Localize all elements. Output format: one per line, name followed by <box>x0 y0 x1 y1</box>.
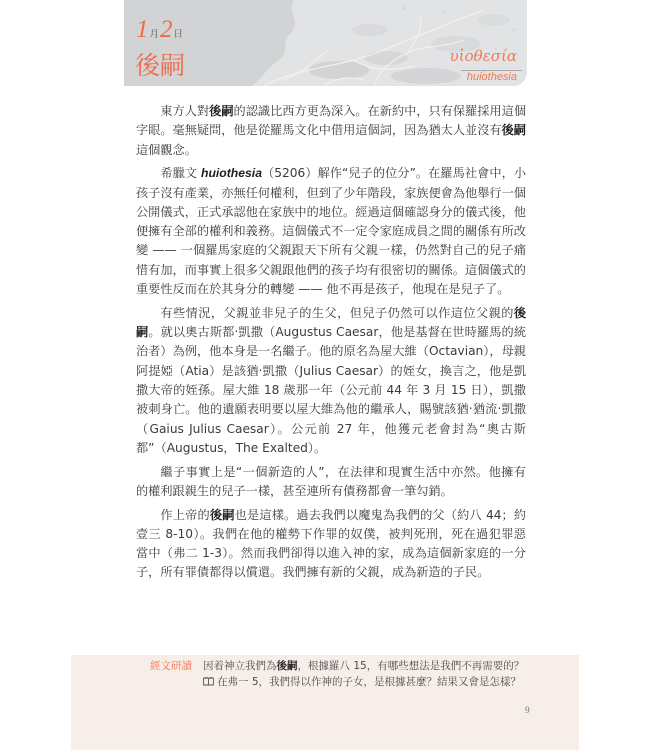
emphasis-keyword: 後嗣 <box>209 104 234 118</box>
text-run: 作上帝的 <box>160 507 210 522</box>
page-title: 後嗣 <box>135 51 186 80</box>
text-run: ”，在法律和現實生活中亦然。他擁有的權利跟親生的兒子一樣，甚至連所有債務都會一筆勾銷。 <box>136 464 526 498</box>
book-icon <box>203 677 214 686</box>
emphasis-keyword: 後嗣 <box>209 507 235 522</box>
kai-emphasis: 兒子了 <box>460 282 498 297</box>
paragraph <box>136 506 526 583</box>
date-month: 1 <box>136 16 149 43</box>
emphasis-keyword: 後嗣 <box>276 660 298 672</box>
text-run: 因着神立我們為 <box>203 660 277 672</box>
text-run: ，根據羅八 15，有哪些想法是我們不再需要的？ <box>297 660 525 672</box>
text-run: —— 一個羅馬家庭的父親跟天下所有父親一樣，仍然對自己的兒子痛惜有加，而事實上很多父親跟他們的孩子均有很密切的關係。這個儀式的重要性反而在於其 <box>136 243 527 297</box>
date-day: 2 <box>160 16 173 43</box>
text-run: 也是這樣。過去我們以魔鬼為我們的父（約八 44；約壹三 8-10）。我們在他的權勢下作罪的奴僕，被判死刑，死在過犯罪惡當中（弗二 1-3）。然而我們卻得以進入神的家，成為這個新家庭的一分子，所有罪債都得以償還。我們擁有新的父親，成為新造的子民。 <box>136 507 527 580</box>
page-header <box>124 0 527 86</box>
scripture-study-box <box>71 655 579 750</box>
article-body <box>136 102 526 587</box>
devotion-date <box>136 17 184 47</box>
emphasis-keyword: 後嗣 <box>136 305 527 340</box>
text-run: 這個觀念。 <box>136 142 197 157</box>
text-run: 的認識比西方更為深入。在新約中，只有保羅採用這個字眼。毫無疑問，他是從羅馬文化中借用這個詞，因為猶太人並沒有 <box>136 104 527 138</box>
paragraph <box>136 304 526 458</box>
greek-word: υἱοθεσία <box>449 47 517 65</box>
text-run: ，但兒子仍然可以作這位父親的 <box>337 305 514 320</box>
kai-emphasis: 並非兒子的生父 <box>248 305 338 320</box>
greek-term: huiothesia <box>201 166 262 181</box>
text-run: ，他現在是 <box>399 282 461 297</box>
page-number: 9 <box>525 706 530 716</box>
kai-emphasis: 身分的轉變 <box>233 282 295 297</box>
study-question <box>203 658 524 674</box>
scripture-study-label: 經文研讀 <box>150 660 192 672</box>
text-run: 希臘文 <box>160 166 202 181</box>
text-run: —— 他不再是 <box>294 282 376 297</box>
text-run: 。 <box>497 282 510 297</box>
study-questions <box>203 658 524 690</box>
paragraph <box>136 463 526 502</box>
study-question <box>203 674 524 690</box>
kai-emphasis: 關係有所改變 <box>136 224 526 258</box>
text-run: 東方人對 <box>160 104 210 118</box>
paragraph <box>136 164 526 299</box>
text-run: （5206）解作“兒子的位分”。在羅馬社會中，小孩子沒有產業，亦無任何權利，但到了少年階段，家族便會為他舉行一個公開儀式，正式承認他在家族中的地位。經過這個確認身分的儀式後，他便擁有全部的權利和義務。這個儀式不一定令家庭成員之間的 <box>136 166 527 239</box>
date-day-char: 日 <box>173 29 184 40</box>
paragraph <box>136 102 526 160</box>
text-run: 在弗一 5，我們得以作神的子女，是根據甚麼？結果又會是怎樣？ <box>217 676 522 688</box>
text-run: 。就以奧古斯都‧凱撒（Augustus Caesar，他是基督在世時羅馬的統治者）為例，他本身是一名繼子。他的原名為屋大維（Octavian），母親阿提婭（Atia）是該猶‧凱撒（Julius Caesar）的姪女，換言之，他是凱撒大帝的姪孫。屋大維 18 歲那一年（公元前 44 年 3 月 15 日），凱撒被刺身亡。他的遺願表明要以屋大維為他的繼承人，賜號該猶‧猶流‧凱撒（Gaius Julius Caesar）。公元前 27 年，他獲元老會封為“奧古斯都”（Augustus，The Exalted）。 <box>136 325 527 455</box>
text-run: 有些情況，父親 <box>160 305 249 320</box>
transliteration: huiothesia <box>466 71 517 83</box>
kai-emphasis: 孩子 <box>375 282 400 297</box>
kai-emphasis: 一個新造的人 <box>242 464 319 479</box>
date-month-char: 月 <box>149 29 160 40</box>
emphasis-keyword: 後嗣 <box>501 123 526 138</box>
text-run: 繼子事實上是“ <box>160 464 243 479</box>
